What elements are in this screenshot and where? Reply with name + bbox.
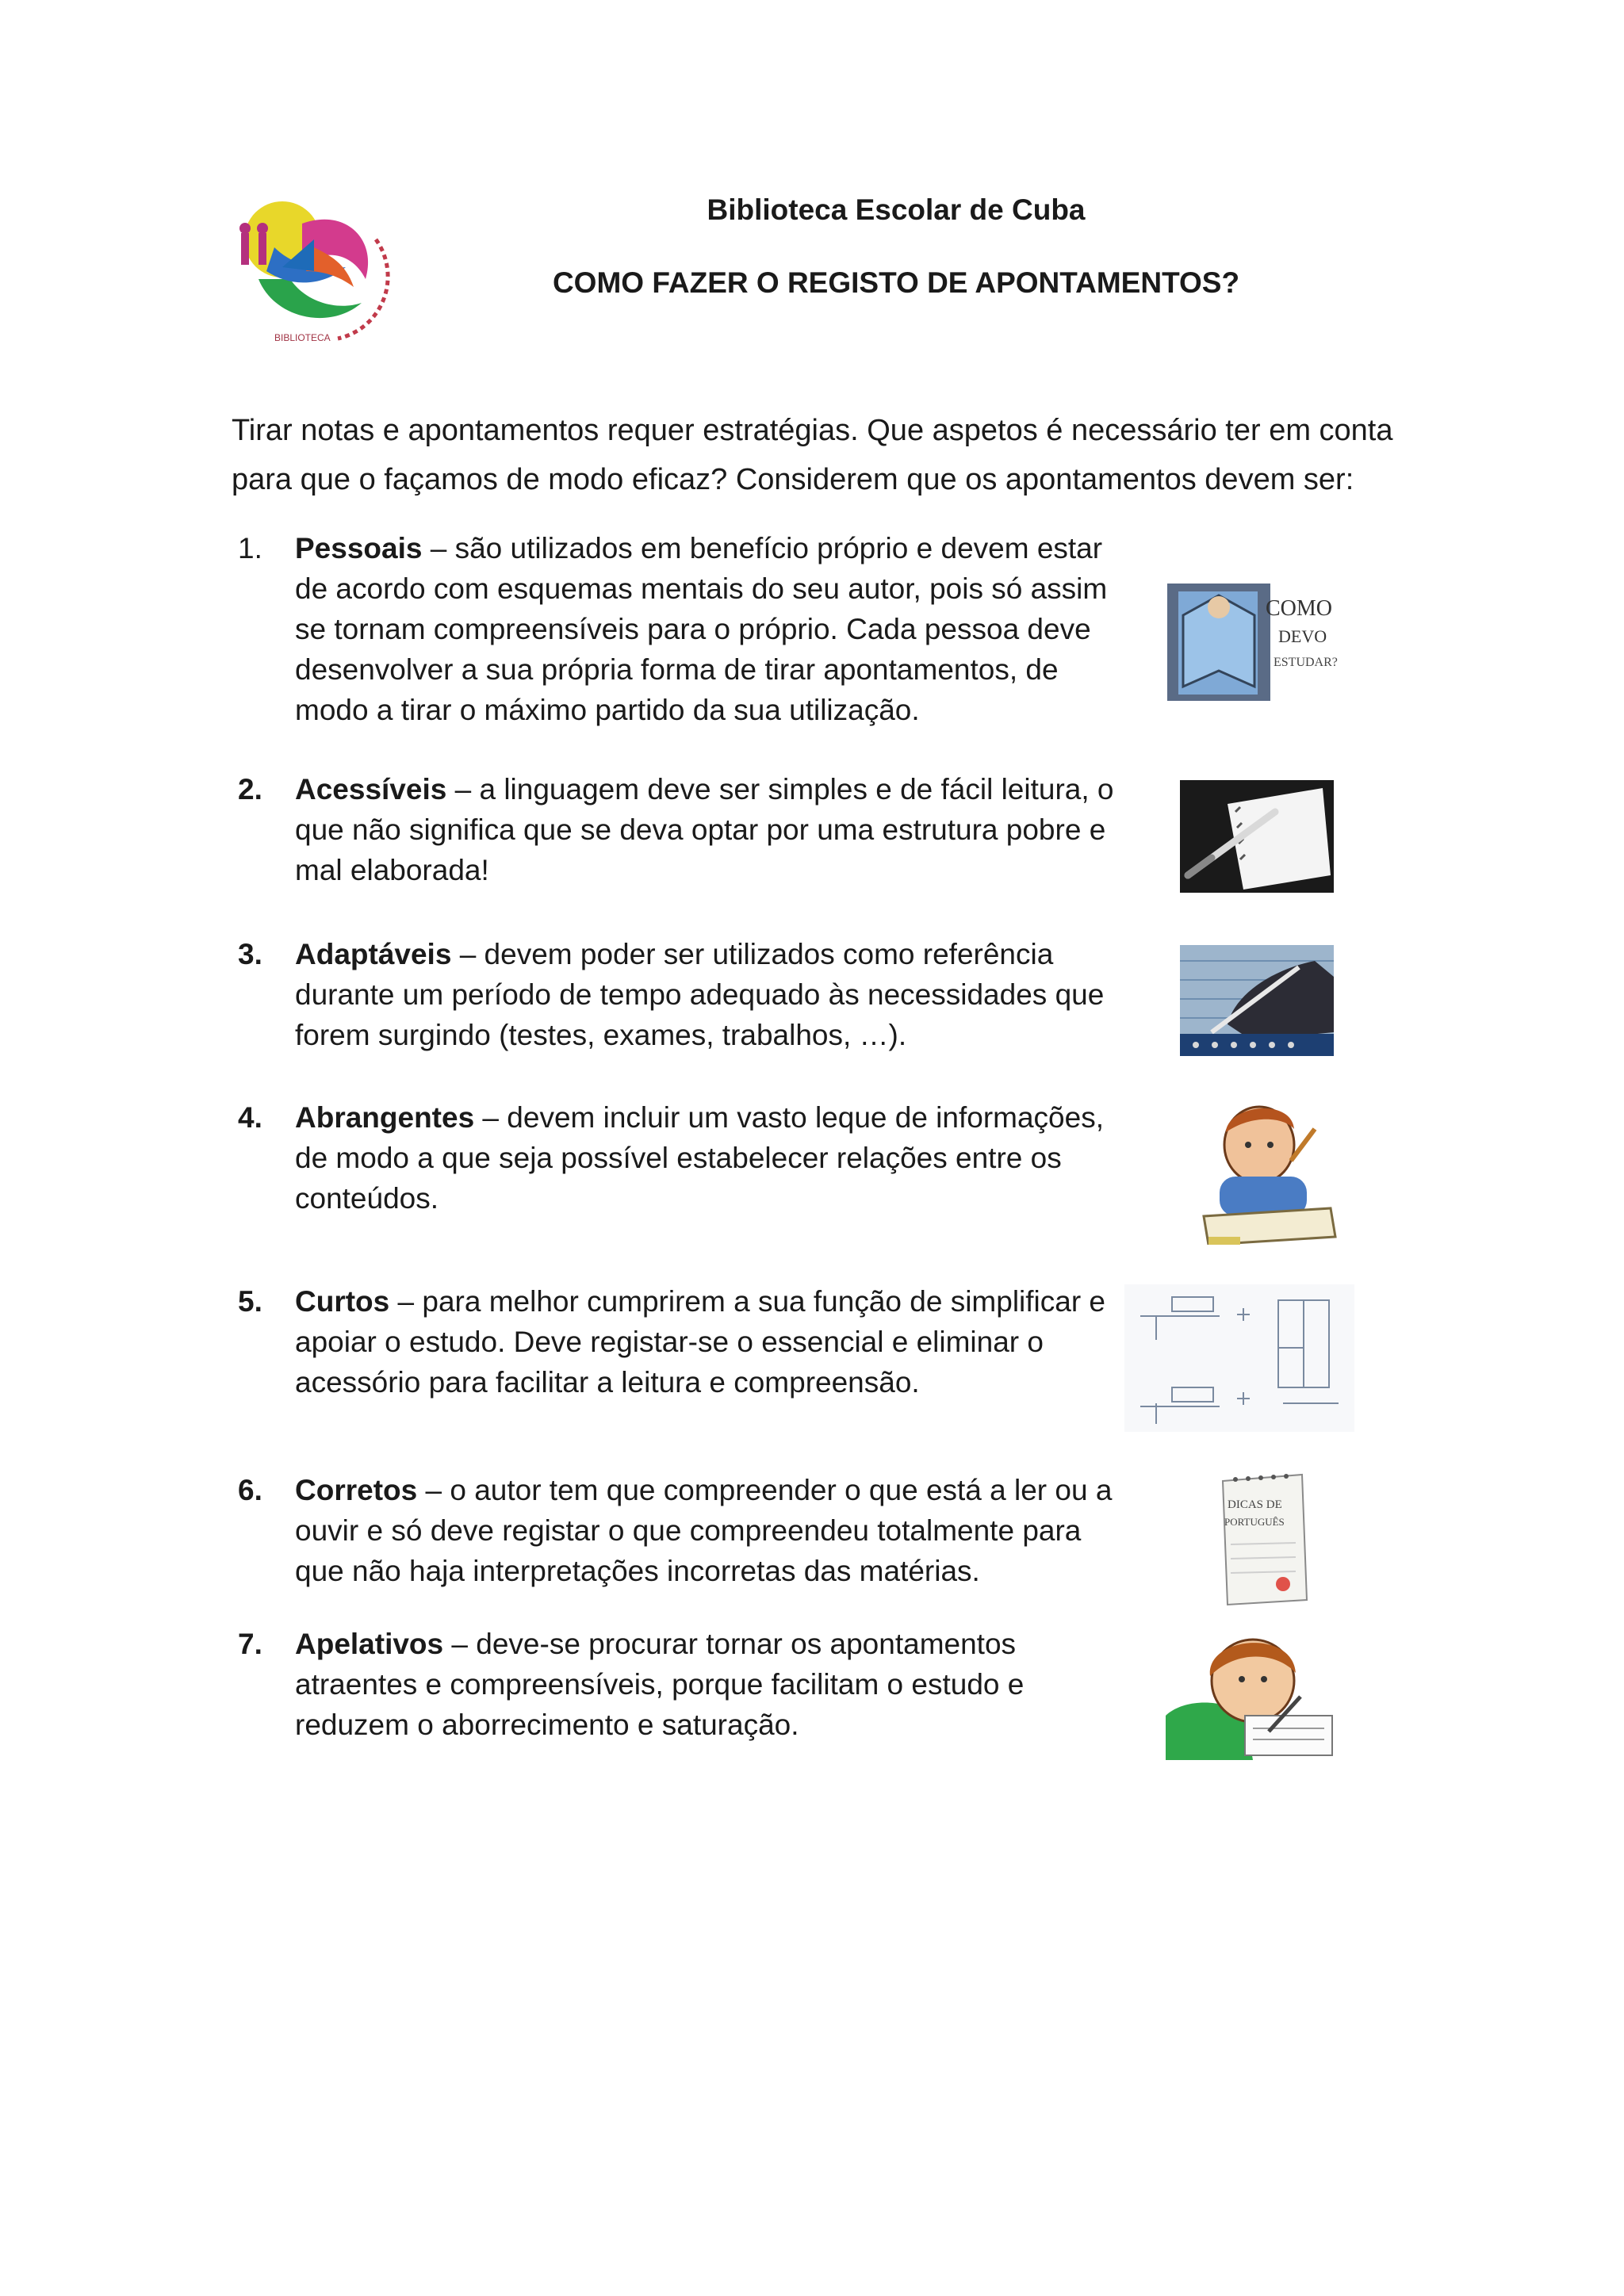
item-number: 6. xyxy=(238,1474,262,1506)
notebook-pen-icon xyxy=(1180,780,1334,893)
item-number: 4. xyxy=(238,1101,262,1134)
intro-paragraph: Tirar notas e apontamentos requer estratégias. Que aspetos é necessário ter em conta para que o façamos de modo eficaz? Considerem que os apontamentos devem ser: xyxy=(232,414,1393,496)
list-item xyxy=(238,934,1126,1055)
item-term: Adaptáveis xyxy=(295,938,452,970)
page-title: COMO FAZER O REGISTO DE APONTAMENTOS? xyxy=(552,266,1240,299)
item-term: Curtos xyxy=(295,1285,390,1318)
item-number: 1. xyxy=(238,532,262,564)
boy-writing-icon xyxy=(1166,1621,1335,1760)
svg-text:ESTUDAR?: ESTUDAR? xyxy=(1274,656,1338,669)
list-item xyxy=(238,528,1126,730)
item-number: 3. xyxy=(238,938,262,970)
list-item xyxy=(238,769,1126,890)
item-number: 2. xyxy=(238,773,262,806)
svg-text:DEVO: DEVO xyxy=(1278,626,1327,646)
list-item xyxy=(238,1281,1126,1402)
library-logo-icon xyxy=(227,192,398,350)
hand-writing-icon xyxy=(1180,945,1334,1056)
item-text: – a linguagem deve ser simples e de fácil leitura, o que não significa que se deva optar por uma estrutura pobre e mal elaborada! xyxy=(295,773,1114,886)
item-term: Corretos xyxy=(295,1474,418,1506)
list-item xyxy=(238,1624,1126,1745)
svg-text:PORTUGUÊS: PORTUGUÊS xyxy=(1224,1516,1285,1528)
item-text: – o autor tem que compreender o que está a ler ou a ouvir e só deve registar o que compreendeu totalmente para que não haja interpretações incorretas das matérias. xyxy=(295,1474,1113,1587)
list-item xyxy=(238,1097,1126,1219)
svg-text:BIBLIOTECA: BIBLIOTECA xyxy=(274,332,331,343)
child-studying-icon xyxy=(1196,1097,1337,1245)
library-name: Biblioteca Escolar de Cuba xyxy=(707,193,1086,226)
diagram-sketch-icon xyxy=(1124,1284,1354,1432)
como-devo-estudar-icon xyxy=(1167,584,1339,701)
item-text: – devem poder ser utilizados como referência durante um período de tempo adequado às necessidades que forem surgindo (testes, exames, trabalhos, …). xyxy=(295,938,1105,1051)
item-text: – são utilizados em benefício próprio e devem estar de acordo com esquemas mentais do seu autor, pois só assim se tornam compreensíveis para o próprio. Cada pessoa deve desenvolver a sua própria forma de tirar apontamentos, de modo a tirar o máximo partido da sua utilização. xyxy=(295,532,1108,726)
item-term: Abrangentes xyxy=(295,1101,475,1134)
item-number: 5. xyxy=(238,1285,262,1318)
item-text: – deve-se procurar tornar os apontamentos atraentes e compreensíveis, porque facilitam o estudo e reduzem o aborrecimento e saturação. xyxy=(295,1628,1025,1741)
notepad-icon xyxy=(1216,1473,1310,1606)
item-text: – devem incluir um vasto leque de informações, de modo a que seja possível estabelecer relações entre os conteúdos. xyxy=(295,1101,1104,1215)
item-term: Apelativos xyxy=(295,1628,444,1660)
item-term: Acessíveis xyxy=(295,773,447,806)
item-text: – para melhor cumprirem a sua função de simplificar e apoiar o estudo. Deve registar-se o essencial e eliminar o acessório para facilitar a leitura e compreensão. xyxy=(295,1285,1106,1399)
item-term: Pessoais xyxy=(295,532,423,564)
svg-text:DICAS DE: DICAS DE xyxy=(1228,1498,1282,1511)
list-item xyxy=(238,1470,1126,1591)
item-number: 7. xyxy=(238,1628,262,1660)
svg-text:COMO: COMO xyxy=(1266,596,1333,621)
